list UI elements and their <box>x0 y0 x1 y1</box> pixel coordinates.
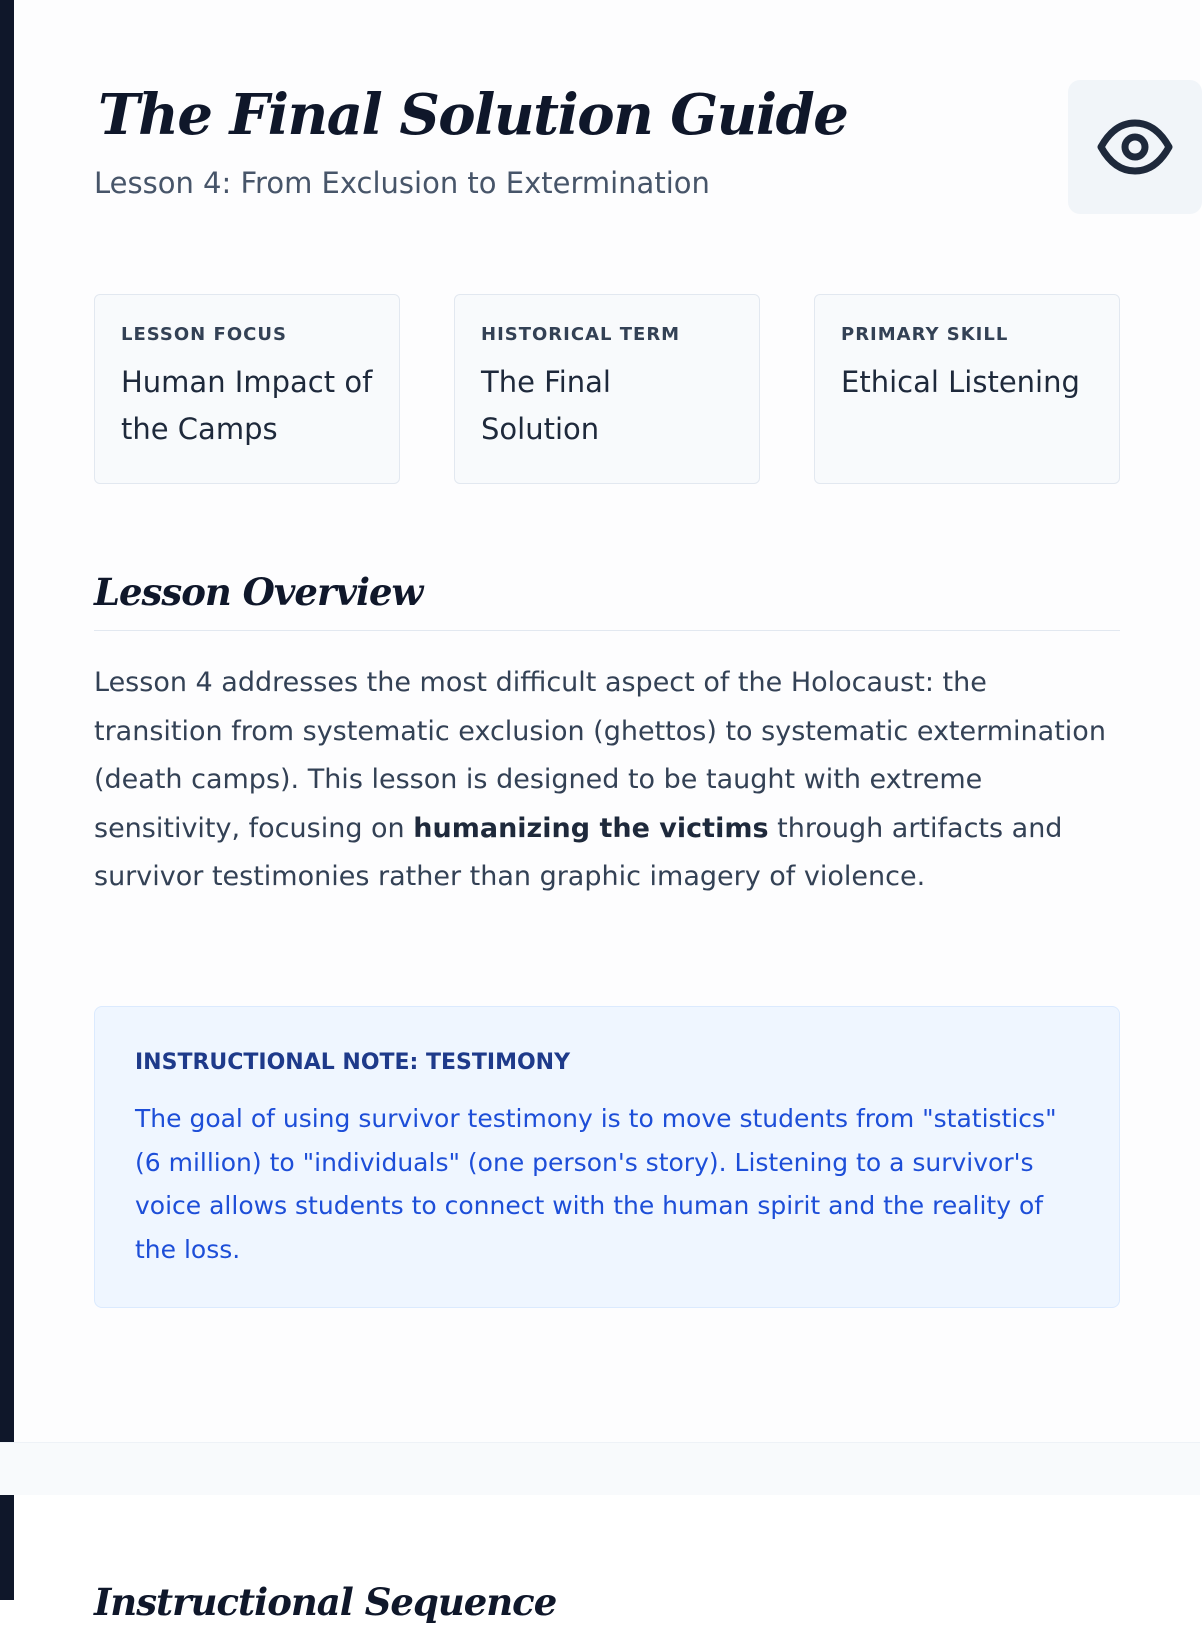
document-title: The Final Solution Guide <box>98 82 848 148</box>
overview-heading: Lesson Overview <box>94 562 1120 631</box>
overview-emphasis: humanizing the victims <box>413 812 769 844</box>
instructional-note <box>94 1006 1120 1308</box>
lesson-subtitle: Lesson 4: From Exclusion to Extermination <box>94 166 710 200</box>
overview-text-before: Lesson 4 addresses the most difficult aspect of the Holocaust: the transition from systematic exclusion (ghettos) to systematic extermination (death camps). This lesson is designed to be taught with extreme sensitivity, focusing on <box>94 667 1106 844</box>
card-value: Ethical Listening <box>841 365 1080 399</box>
note-body: The goal of using survivor testimony is to move students from "statistics" (6 million) to "individuals" (one person's story). Listening to a survivor's voice allows students to connect with the human spirit and the reality of the loss. <box>135 1104 1057 1264</box>
instructional-sequence-heading: Instructional Sequence <box>94 1580 557 1624</box>
note-title: INSTRUCTIONAL NOTE: TESTIMONY <box>135 1050 571 1075</box>
overview-paragraph <box>94 659 1120 902</box>
overview-text-after: through artifacts and survivor testimonies rather than graphic imagery of violence. <box>94 812 1063 892</box>
document-page <box>14 0 1200 1442</box>
document-header <box>94 80 1134 230</box>
card-label: PRIMARY SKILL <box>841 324 1009 345</box>
card-label: HISTORICAL TERM <box>481 324 681 345</box>
view-button[interactable] <box>1068 80 1202 214</box>
card-historical-term <box>454 294 760 484</box>
card-label: LESSON FOCUS <box>121 324 287 345</box>
card-lesson-focus <box>94 294 400 484</box>
page-separator <box>0 1442 1200 1495</box>
card-value: The Final Solution <box>481 365 611 446</box>
left-accent-bar-next-page <box>0 1495 14 1600</box>
eye-icon <box>1097 119 1173 175</box>
left-accent-bar <box>0 0 14 1442</box>
card-primary-skill <box>814 294 1120 484</box>
card-value: Human Impact of the Camps <box>121 365 373 446</box>
lesson-summary-cards <box>94 294 1120 484</box>
